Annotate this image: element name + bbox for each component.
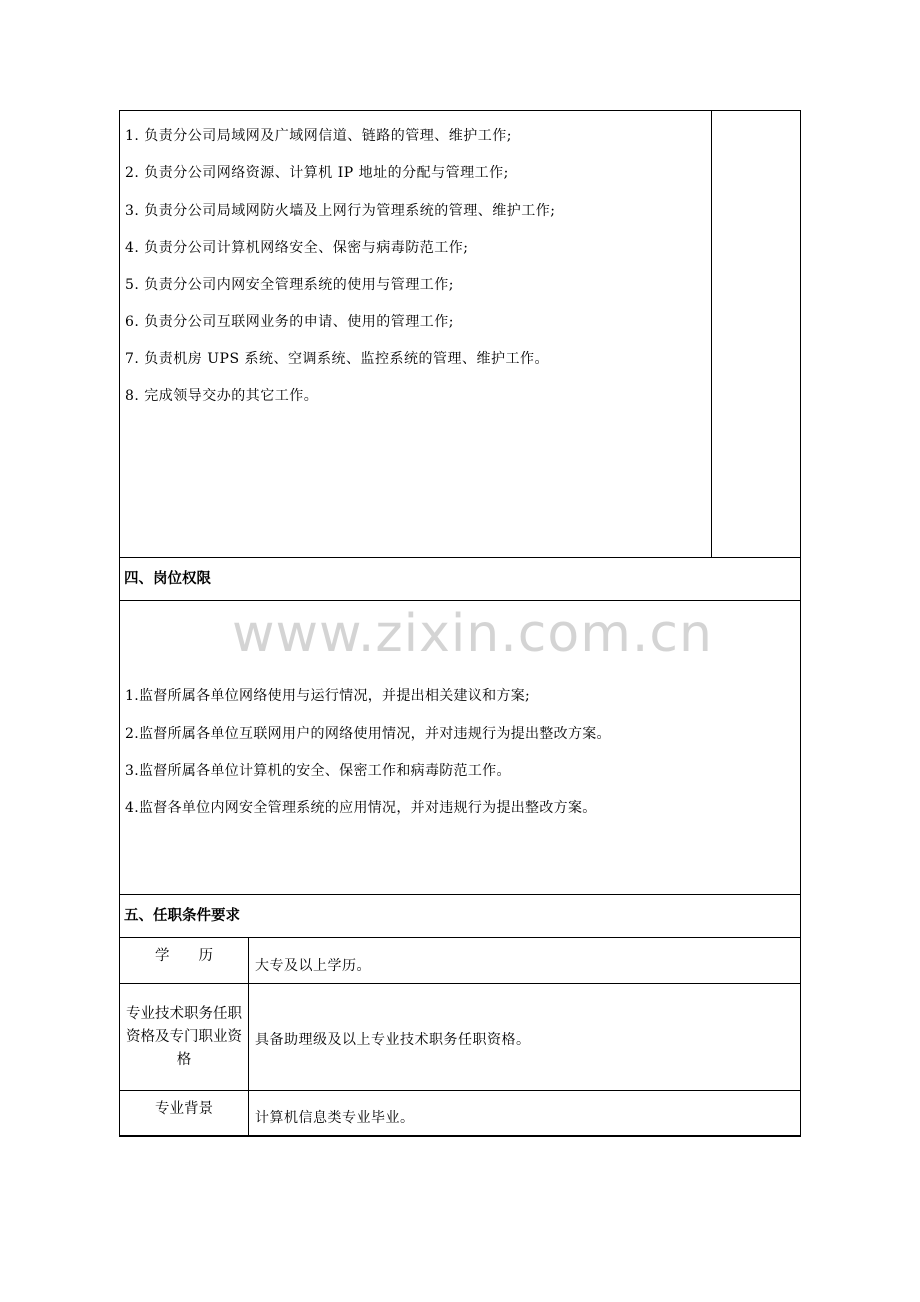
watermark: www.zixin.com.cn: [232, 604, 713, 664]
duty-item: 1. 负责分公司局域网及广域网信道、链路的管理、维护工作;: [125, 128, 513, 144]
certification-label: 专业技术职务任职资格及专门职业资格: [126, 1005, 242, 1068]
duty-item: 6. 负责分公司互联网业务的申请、使用的管理工作;: [125, 314, 455, 330]
duty-item: 5. 负责分公司内网安全管理系统的使用与管理工作;: [125, 277, 455, 293]
background-label: 专业背景: [155, 1101, 213, 1117]
authority-item: 3.监督所属各单位计算机的安全、保密工作和病毒防范工作。: [125, 763, 511, 779]
duties-side-column: [711, 110, 801, 558]
authority-section: [119, 600, 801, 895]
background-value: 计算机信息类专业毕业。: [255, 1110, 415, 1126]
authority-item: 2.监督所属各单位互联网用户的网络使用情况，并对违规行为提出整改方案。: [125, 726, 611, 742]
duty-item: 3. 负责分公司局域网防火墙及上网行为管理系统的管理、维护工作;: [125, 203, 556, 219]
authority-item: 4.监督各单位内网安全管理系统的应用情况，并对违规行为提出整改方案。: [125, 800, 597, 816]
duty-item: 4. 负责分公司计算机网络安全、保密与病毒防范工作;: [125, 240, 469, 256]
authority-item: 1.监督所属各单位网络使用与运行情况，并提出相关建议和方案;: [125, 688, 531, 704]
certification-value: 具备助理级及以上专业技术职务任职资格。: [255, 1032, 531, 1048]
education-label: 学 历: [155, 948, 213, 964]
qualifications-heading: 五、任职条件要求: [124, 908, 240, 924]
authority-heading-row: [119, 557, 801, 601]
duty-item: 8. 完成领导交办的其它工作。: [125, 388, 319, 404]
education-value: 大专及以上学历。: [255, 958, 371, 974]
duty-item: 7. 负责机房 UPS 系统、空调系统、监控系统的管理、维护工作。: [125, 351, 550, 367]
authority-heading: 四、岗位权限: [124, 571, 211, 587]
job-description-form: [119, 110, 801, 1137]
duty-item: 2. 负责分公司网络资源、计算机 IP 地址的分配与管理工作;: [125, 165, 509, 181]
